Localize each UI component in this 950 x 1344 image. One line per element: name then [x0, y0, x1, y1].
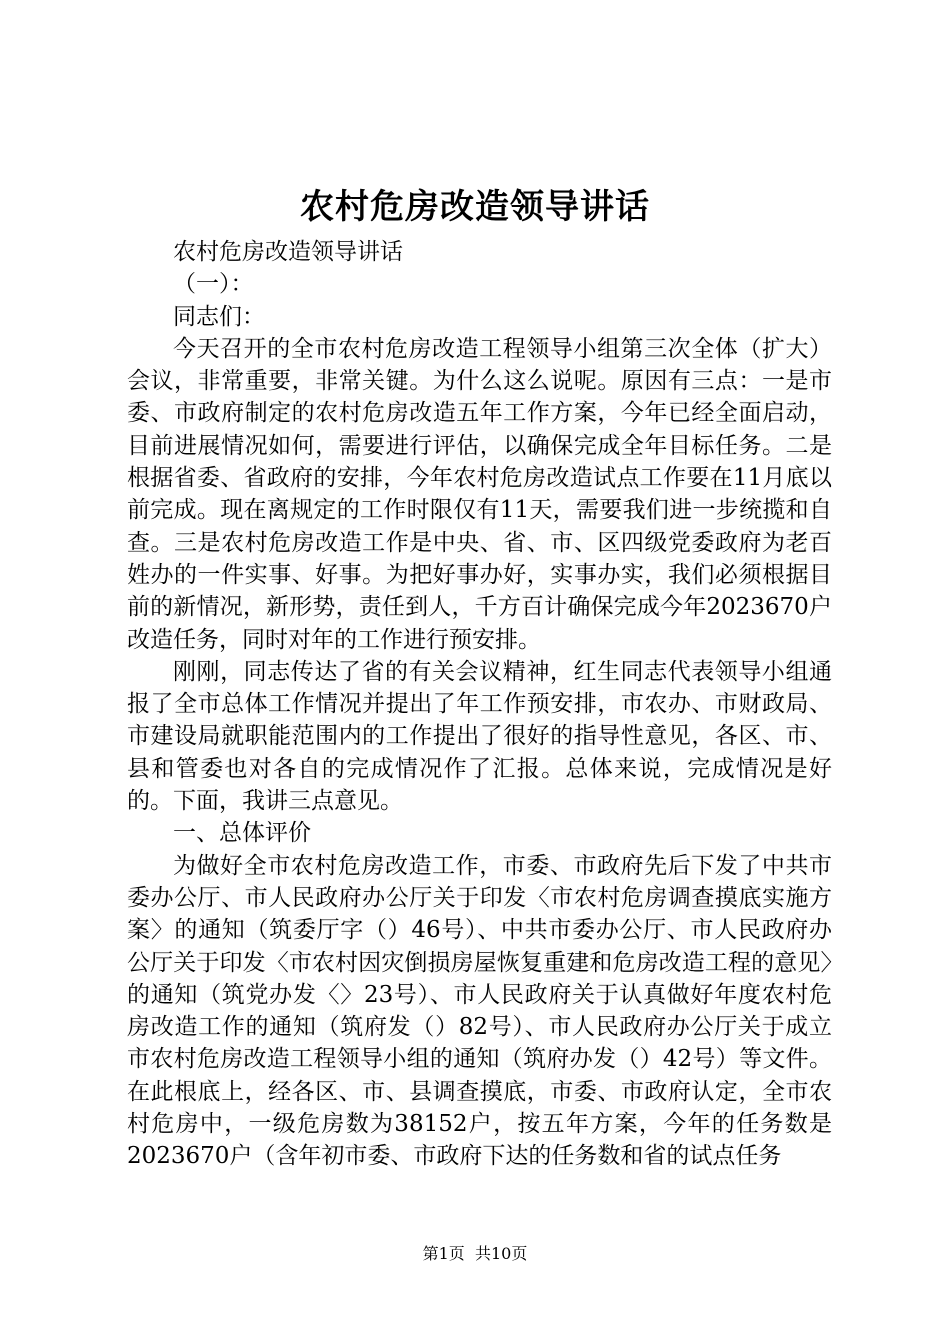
- subtitle-paragraph: 农村危房改造领导讲话: [173, 239, 403, 265]
- section-marker-paragraph: （一）：: [173, 271, 254, 298]
- document-title: 农村危房改造领导讲话: [300, 187, 650, 227]
- salutation-paragraph: 同志们：: [173, 303, 265, 330]
- section-heading: 一、总体评价: [173, 820, 311, 847]
- page-number: 第1页: [422, 1244, 465, 1263]
- footer-separator: [465, 1244, 475, 1263]
- body-paragraph: 刚刚，同志传达了省的有关会议精神，红生同志代表领导小组通报了全市总体工作情况并提出了年工作预安排，市农办、市财政局、市建设局就职能范围内的工作提出了很好的指导性意见，各区、市、县和管委也对各自的完成情况作了汇报。总体来说，完成情况是好的。下面，我讲三点意见。: [127, 658, 832, 815]
- page-total: 共10页: [474, 1244, 528, 1263]
- body-paragraph: 今天召开的全市农村危房改造工程领导小组第三次全体（扩大）会议，非常重要，非常关键。为什么这么说呢。原因有三点：一是市委、市政府制定的农村危房改造五年工作方案，今年已经全面启动，目前进展情况如何，需要进行评估，以确保完成全年目标任务。二是根据省委、省政府的安排，今年农村危房改造试点工作要在11月底以前完成。现在离规定的工作时限仅有11天，需要我们进一步统揽和自查。三是农村危房改造工作是中央、省、市、区四级党委政府为老百姓办的一件实事、好事。为把好事办好，实事办实，我们必须根据目前的新情况，新形势，责任到人，千方百计确保完成今年2023670户改造任务，同时对年的工作进行预安排。: [127, 335, 832, 653]
- page-footer: [0, 1243, 950, 1265]
- body-paragraph: 为做好全市农村危房改造工作，市委、市政府先后下发了中共市委办公厅、市人民政府办公厅关于印发〈市农村危房调查摸底实施方案〉的通知（筑委厅字（）46号）、中共市委办公厅、市人民政府办公厅关于印发〈市农村因灾倒损房屋恢复重建和危房改造工程的意见〉的通知（筑党办发〈〉23号）、市人民政府关于认真做好年度农村危房改造工作的通知（筑府发（）82号）、市人民政府办公厅关于成立市农村危房改造工程领导小组的通知（筑府办发（）42号）等文件。在此根底上，经各区、市、县调查摸底，市委、市政府认定，全市农村危房中，一级危房数为38152户，按五年方案，今年的任务数是2023670户（含年初市委、市政府下达的任务数和省的试点任务: [127, 852, 832, 1170]
- document-body: [127, 236, 832, 1173]
